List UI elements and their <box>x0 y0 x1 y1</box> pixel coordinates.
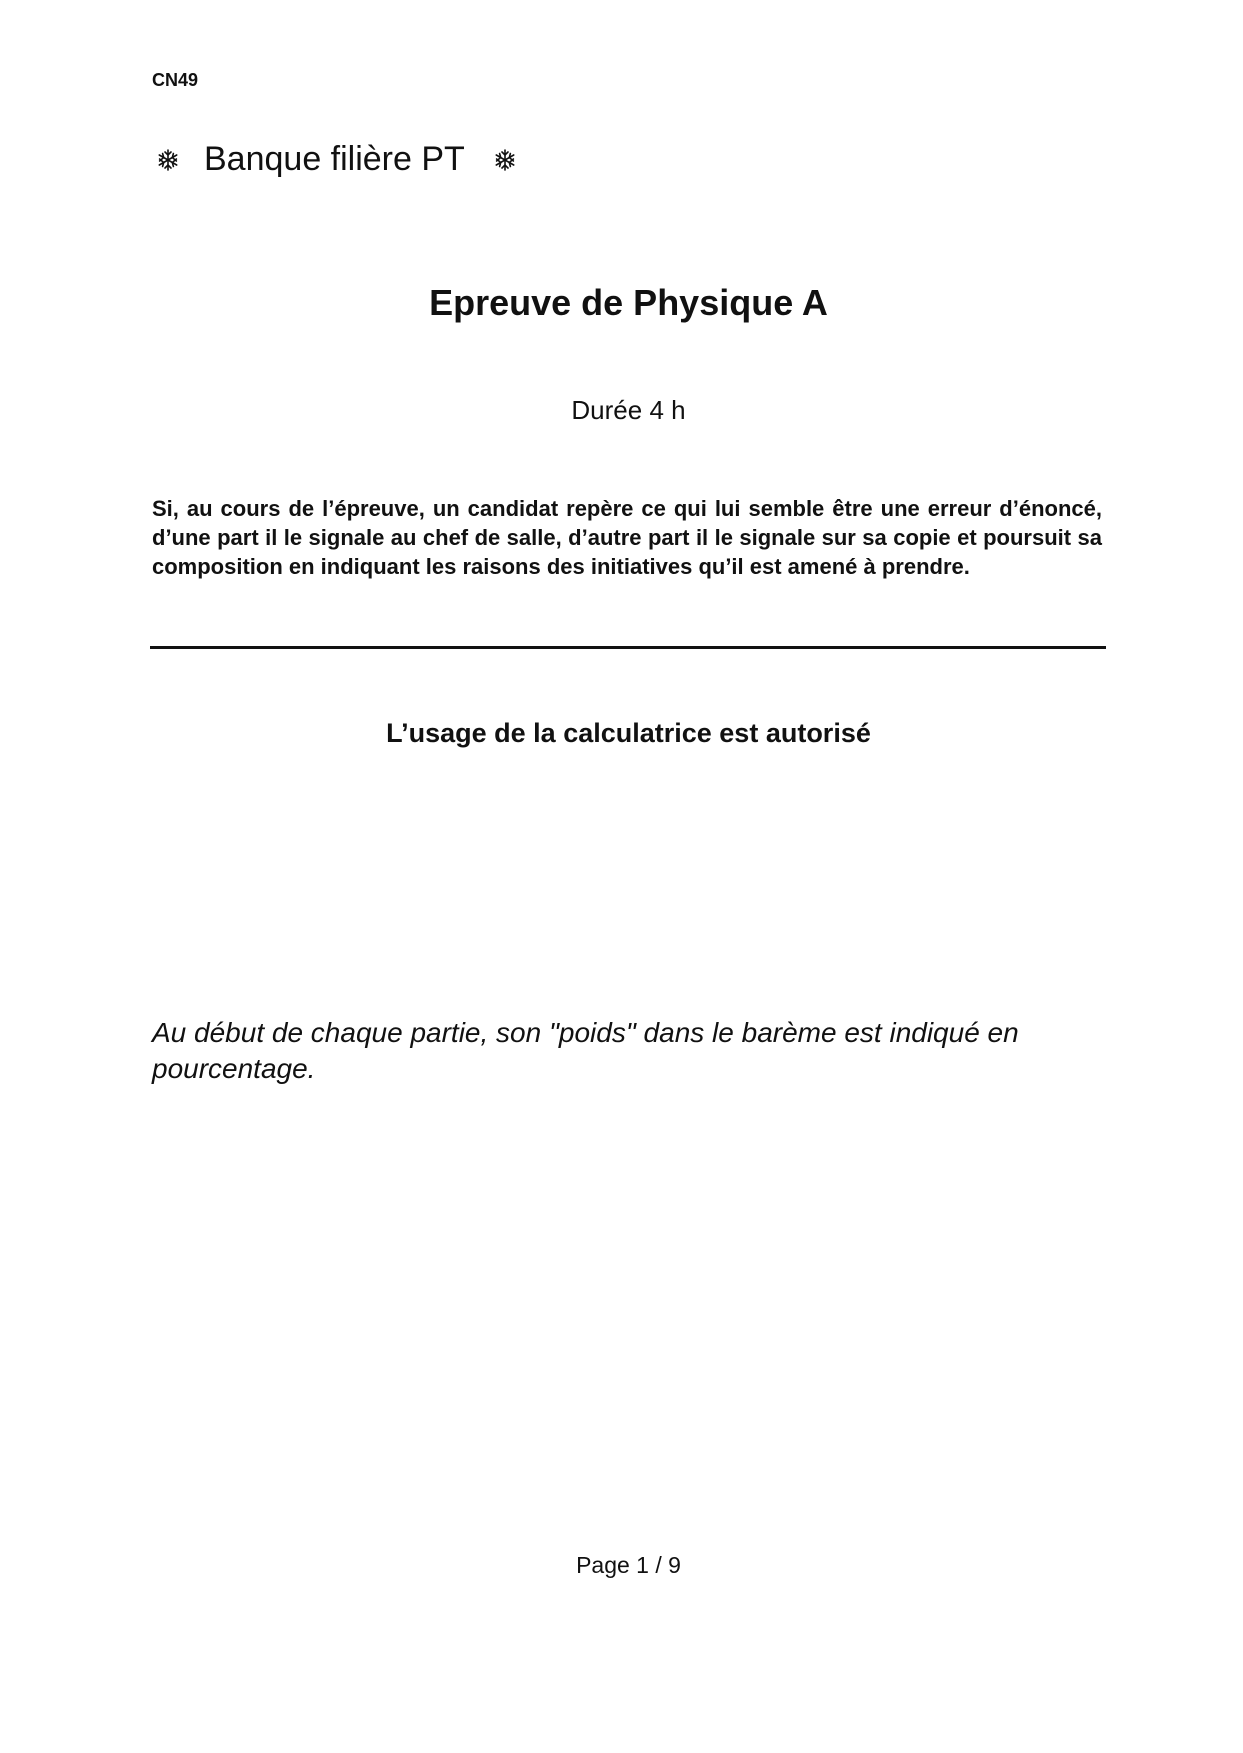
exam-title <box>0 282 1243 324</box>
page-number-text: Page 1 / 9 <box>576 1552 681 1578</box>
snowflake-icon <box>493 148 517 172</box>
bank-header <box>156 140 517 179</box>
exam-duration <box>0 395 1243 426</box>
weights-note: Au début de chaque partie, son "poids" dans le barème est indiqué en pourcentage. <box>152 1017 1019 1084</box>
error-notice: Si, au cours de l’épreuve, un candidat repère ce qui lui semble être une erreur d’énoncé, d’une part il le signale au chef de salle, d’autre part il le signale sur sa copie et poursuit sa composition en indiquant les raisons des initiatives qu’il est amené à prendre. <box>152 496 1102 579</box>
bank-title: Banque filière PT <box>204 140 465 178</box>
page-number <box>0 1552 1243 1579</box>
exam-title-text: Epreuve de Physique A <box>429 282 828 323</box>
exam-duration-text: Durée 4 h <box>571 395 686 425</box>
calculator-note-text: L’usage de la calculatrice est autorisé <box>386 718 871 748</box>
calculator-note <box>0 718 1243 749</box>
document-code: CN49 <box>152 70 199 90</box>
horizontal-divider <box>150 646 1106 649</box>
snowflake-icon <box>156 148 180 172</box>
